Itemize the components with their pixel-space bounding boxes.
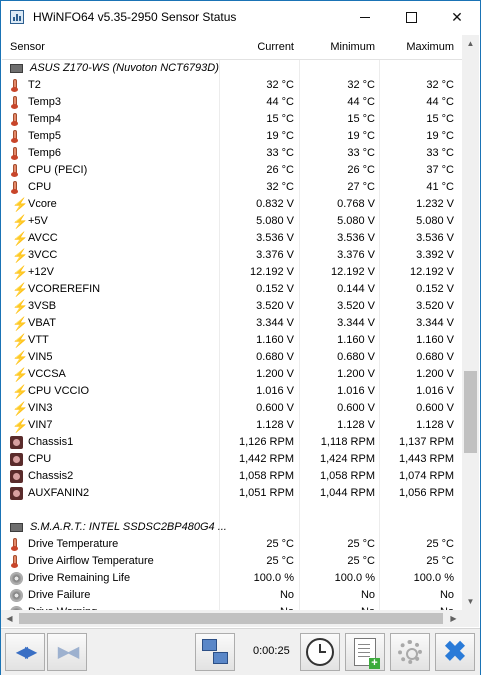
current-value: 3.536 V — [256, 232, 294, 244]
voltage-bolt-icon: ⚡ — [12, 231, 29, 246]
navigate-arrows-disabled-icon: ▶◀ — [57, 644, 77, 661]
minimum-value: No — [360, 589, 375, 601]
sensor-label: Drive Failure — [28, 589, 91, 601]
sensor-label: VCOREREFIN — [28, 283, 101, 295]
maximum-value: 1.232 V — [416, 198, 454, 210]
current-value: 26 °C — [266, 164, 294, 176]
sensor-label: VIN5 — [28, 351, 53, 363]
current-value: 5.080 V — [256, 215, 294, 227]
minimum-value: 0.144 V — [337, 283, 375, 295]
sensor-label: Drive Airflow Temperature — [28, 555, 154, 567]
voltage-bolt-icon: ⚡ — [12, 367, 29, 382]
row-spacer — [2, 502, 462, 519]
table-row[interactable] — [2, 417, 462, 434]
horizontal-scrollbar[interactable] — [1, 610, 462, 627]
minimum-value: 27 °C — [347, 181, 375, 193]
table-row[interactable] — [2, 553, 462, 570]
maximum-value: 25 °C — [426, 538, 454, 550]
minimum-value: 25 °C — [347, 538, 375, 550]
sensor-label: Temp3 — [28, 96, 62, 108]
maximum-value: 3.536 V — [416, 232, 454, 244]
sensor-label: CPU — [28, 181, 52, 193]
sensor-label: AUXFANIN2 — [28, 487, 90, 499]
voltage-bolt-icon: ⚡ — [12, 316, 29, 331]
minimum-value: 25 °C — [347, 555, 375, 567]
sensor-label: +5V — [28, 215, 48, 227]
maximum-value: 0.152 V — [416, 283, 454, 295]
sensor-label: Chassis1 — [28, 436, 74, 448]
minimize-button[interactable] — [342, 1, 388, 34]
vertical-scrollbar[interactable] — [462, 35, 479, 610]
voltage-bolt-icon: ⚡ — [12, 418, 29, 433]
minimum-value: 15 °C — [347, 113, 375, 125]
table-row[interactable] — [2, 111, 462, 128]
sensor-label: VTT — [28, 334, 49, 346]
table-row[interactable] — [2, 145, 462, 162]
voltage-bolt-icon: ⚡ — [12, 384, 29, 399]
current-value: 3.344 V — [256, 317, 294, 329]
sensor-label: Chassis2 — [28, 470, 74, 482]
current-value: 33 °C — [266, 147, 294, 159]
thermometer-icon — [10, 555, 23, 568]
voltage-bolt-icon: ⚡ — [12, 333, 29, 348]
current-value: 32 °C — [266, 181, 294, 193]
thermometer-icon — [10, 79, 23, 92]
minimum-value: 3.536 V — [337, 232, 375, 244]
current-value: 3.520 V — [256, 300, 294, 312]
voltage-bolt-icon: ⚡ — [12, 248, 29, 263]
bottom-toolbar — [1, 628, 480, 675]
current-value: 1,051 RPM — [238, 487, 294, 499]
sensor-label: 3VCC — [28, 249, 58, 261]
maximum-value: 3.344 V — [416, 317, 454, 329]
thermometer-icon — [10, 181, 23, 194]
navigate-sensors-button[interactable] — [5, 633, 45, 671]
current-value: 1,058 RPM — [238, 470, 294, 482]
navigate-arrows-icon: ◀▶ — [15, 644, 35, 661]
current-value: 44 °C — [266, 96, 294, 108]
current-value: 25 °C — [266, 555, 294, 567]
maximum-value: 25 °C — [426, 555, 454, 567]
table-row[interactable] — [2, 434, 462, 451]
close-x-icon: ✖ — [443, 636, 467, 667]
minimum-value: 1.160 V — [337, 334, 375, 346]
scroll-down-icon[interactable]: ▼ — [466, 597, 475, 606]
table-row[interactable] — [2, 213, 462, 230]
thermometer-icon — [10, 147, 23, 160]
sensor-label: VCCSA — [28, 368, 66, 380]
table-row[interactable] — [2, 315, 462, 332]
close-window-button[interactable] — [434, 1, 480, 34]
minimum-value: 1.016 V — [337, 385, 375, 397]
sensor-label: AVCC — [28, 232, 58, 244]
minimum-value: 1.200 V — [337, 368, 375, 380]
maximize-button[interactable] — [388, 1, 434, 34]
navigate-sensors-disabled-button[interactable] — [47, 633, 87, 671]
maximum-value: 32 °C — [426, 79, 454, 91]
elapsed-timer: 0:00:25 — [253, 645, 290, 657]
minimum-value: 0.680 V — [337, 351, 375, 363]
current-value: 1,442 RPM — [238, 453, 294, 465]
network-button[interactable] — [195, 633, 235, 671]
table-row[interactable] — [2, 128, 462, 145]
sensor-label: Vcore — [28, 198, 57, 210]
minimum-value: 3.520 V — [337, 300, 375, 312]
minimum-value: 1.128 V — [337, 419, 375, 431]
fan-icon — [10, 487, 23, 500]
sensor-label: Temp4 — [28, 113, 62, 125]
column-header-minimum[interactable]: Minimum — [330, 41, 375, 53]
current-value: 1.128 V — [256, 419, 294, 431]
table-row[interactable] — [2, 587, 462, 604]
fan-icon — [10, 453, 23, 466]
thermometer-icon — [10, 96, 23, 109]
current-value: 100.0 % — [253, 572, 294, 584]
sensor-label: CPU (PECI) — [28, 164, 88, 176]
scroll-right-icon[interactable]: ▶ — [450, 614, 457, 623]
maximum-value: No — [439, 589, 454, 601]
maximum-value: 1.016 V — [416, 385, 454, 397]
thermometer-icon — [10, 538, 23, 551]
sensor-label: S.M.A.R.T.: INTEL SSDSC2BP480G4 ... — [30, 521, 227, 533]
sensor-label: Temp5 — [28, 130, 62, 142]
clock-icon — [306, 638, 334, 666]
table-row[interactable] — [2, 230, 462, 247]
current-value: 1.200 V — [256, 368, 294, 380]
voltage-bolt-icon: ⚡ — [12, 282, 29, 297]
sensor-label: T2 — [28, 79, 41, 91]
current-value: 0.832 V — [256, 198, 294, 210]
settings-button[interactable] — [390, 633, 430, 671]
disk-icon — [10, 572, 23, 585]
table-row[interactable] — [2, 400, 462, 417]
table-row[interactable] — [2, 536, 462, 553]
maximize-icon — [406, 12, 417, 23]
current-value: 0.600 V — [256, 402, 294, 414]
voltage-bolt-icon: ⚡ — [12, 299, 29, 314]
sensor-group-header[interactable] — [2, 60, 462, 77]
maximum-value: 1,137 RPM — [398, 436, 454, 448]
sensor-label: VIN3 — [28, 402, 53, 414]
table-row[interactable] — [2, 349, 462, 366]
column-header-sensor[interactable]: Sensor — [10, 41, 45, 53]
thermometer-icon — [10, 113, 23, 126]
voltage-bolt-icon: ⚡ — [12, 214, 29, 229]
sensor-label: VBAT — [28, 317, 56, 329]
chip-icon — [10, 521, 23, 534]
maximum-value: 100.0 % — [413, 572, 454, 584]
table-row[interactable] — [2, 485, 462, 502]
current-value: 19 °C — [266, 130, 294, 142]
current-value: 1,126 RPM — [238, 436, 294, 448]
table-row[interactable] — [2, 298, 462, 315]
chip-icon — [10, 62, 23, 75]
maximum-value: 1,056 RPM — [398, 487, 454, 499]
gear-icon — [398, 640, 422, 664]
sensor-label: VIN7 — [28, 419, 53, 431]
reset-timer-button[interactable] — [300, 633, 340, 671]
table-row[interactable] — [2, 264, 462, 281]
table-row[interactable] — [2, 196, 462, 213]
maximum-value: 1.200 V — [416, 368, 454, 380]
app-icon — [10, 10, 24, 24]
minimum-value: 1,058 RPM — [319, 470, 375, 482]
minimum-value: 5.080 V — [337, 215, 375, 227]
minimum-value: 32 °C — [347, 79, 375, 91]
close-sensors-button[interactable] — [435, 633, 475, 671]
network-icon — [202, 639, 228, 665]
current-value: 32 °C — [266, 79, 294, 91]
scroll-left-icon[interactable]: ◀ — [6, 614, 13, 623]
table-row[interactable] — [2, 451, 462, 468]
table-row[interactable] — [2, 94, 462, 111]
voltage-bolt-icon: ⚡ — [12, 265, 29, 280]
table-row[interactable] — [2, 281, 462, 298]
current-value: 1.160 V — [256, 334, 294, 346]
scrollbar-corner — [462, 610, 479, 627]
thermometer-icon — [10, 130, 23, 143]
minimum-value: 33 °C — [347, 147, 375, 159]
current-value: 0.152 V — [256, 283, 294, 295]
report-add-icon: + — [354, 638, 376, 666]
minimize-icon — [360, 17, 370, 18]
minimum-value: 3.344 V — [337, 317, 375, 329]
maximum-value: 44 °C — [426, 96, 454, 108]
maximum-value: 33 °C — [426, 147, 454, 159]
vertical-scroll-thumb[interactable] — [464, 371, 477, 453]
fan-icon — [10, 436, 23, 449]
table-row[interactable] — [2, 383, 462, 400]
sensor-label: CPU VCCIO — [28, 385, 90, 397]
minimum-value: 12.192 V — [330, 266, 375, 278]
minimum-value: 1,118 RPM — [320, 436, 375, 448]
maximum-value: 0.600 V — [416, 402, 454, 414]
table-row[interactable] — [2, 570, 462, 587]
table-row[interactable] — [2, 366, 462, 383]
minimum-value: 26 °C — [347, 164, 375, 176]
table-row[interactable] — [2, 77, 462, 94]
minimum-value: 3.376 V — [337, 249, 375, 261]
maximum-value: 1.128 V — [416, 419, 454, 431]
maximum-value: 19 °C — [426, 130, 454, 142]
window-title: HWiNFO64 v5.35-2950 Sensor Status — [33, 10, 237, 24]
voltage-bolt-icon: ⚡ — [12, 197, 29, 212]
fan-icon — [10, 470, 23, 483]
scroll-up-icon[interactable]: ▲ — [466, 39, 475, 48]
maximum-value: 1,443 RPM — [398, 453, 454, 465]
minimum-value: 0.600 V — [337, 402, 375, 414]
sensor-label: Temp6 — [28, 147, 62, 159]
maximum-value: 37 °C — [426, 164, 454, 176]
table-row[interactable] — [2, 332, 462, 349]
current-value: 3.376 V — [256, 249, 294, 261]
minimum-value: 1,044 RPM — [319, 487, 375, 499]
column-header-maximum[interactable]: Maximum — [406, 41, 454, 53]
table-row[interactable] — [2, 179, 462, 196]
sensor-label: Drive Temperature — [28, 538, 119, 550]
minimum-value: 1,424 RPM — [319, 453, 375, 465]
table-row[interactable] — [2, 162, 462, 179]
thermometer-icon — [10, 164, 23, 177]
voltage-bolt-icon: ⚡ — [12, 350, 29, 365]
sensor-label: Drive Remaining Life — [28, 572, 131, 584]
maximum-value: 15 °C — [426, 113, 454, 125]
sensor-label: CPU — [28, 453, 52, 465]
maximum-value: 12.192 V — [409, 266, 454, 278]
minimum-value: 100.0 % — [334, 572, 375, 584]
sensor-label: 3VSB — [28, 300, 57, 312]
maximum-value: 3.520 V — [416, 300, 454, 312]
logging-button[interactable] — [345, 633, 385, 671]
maximum-value: 3.392 V — [416, 249, 454, 261]
close-icon: ✕ — [451, 9, 463, 25]
table-row[interactable] — [2, 468, 462, 485]
current-value: 25 °C — [266, 538, 294, 550]
sensor-group-header[interactable] — [2, 519, 462, 536]
table-row[interactable] — [2, 247, 462, 264]
maximum-value: 41 °C — [426, 181, 454, 193]
minimum-value: 19 °C — [347, 130, 375, 142]
maximum-value: 5.080 V — [416, 215, 454, 227]
horizontal-scroll-thumb[interactable] — [19, 613, 443, 624]
sensor-label: ASUS Z170-WS (Nuvoton NCT6793D) — [30, 62, 219, 74]
minimum-value: 0.768 V — [337, 198, 375, 210]
maximum-value: 1.160 V — [416, 334, 454, 346]
current-value: No — [279, 589, 294, 601]
maximum-value: 1,074 RPM — [398, 470, 454, 482]
current-value: 1.016 V — [256, 385, 294, 397]
sensor-rows — [2, 60, 462, 621]
voltage-bolt-icon: ⚡ — [12, 401, 29, 416]
disk-icon — [10, 589, 23, 602]
maximum-value: 0.680 V — [416, 351, 454, 363]
column-header-current[interactable]: Current — [257, 41, 294, 53]
current-value: 15 °C — [266, 113, 294, 125]
minimum-value: 44 °C — [347, 96, 375, 108]
title-bar[interactable] — [1, 1, 480, 34]
current-value: 12.192 V — [249, 266, 294, 278]
sensor-label: +12V — [28, 266, 54, 278]
current-value: 0.680 V — [256, 351, 294, 363]
table-header — [2, 35, 462, 60]
sensor-table[interactable] — [2, 35, 462, 610]
